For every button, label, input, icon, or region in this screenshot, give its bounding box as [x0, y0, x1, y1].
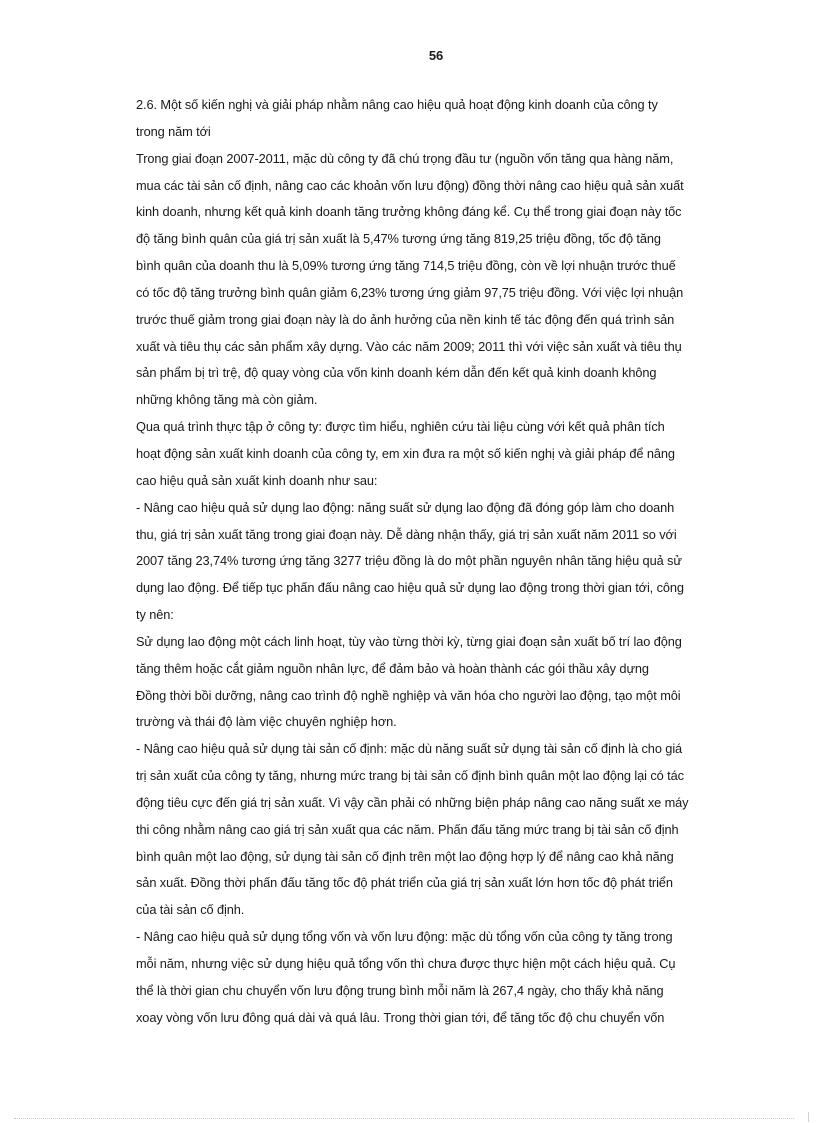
text-line: 2.6. Một số kiến nghị và giải pháp nhằm nâng cao hiệu quả hoạt động kinh doanh của công ty [136, 97, 658, 112]
text-line: - Nâng cao hiệu quả sử dụng tài sản cố định: mặc dù năng suất sử dụng tài sản cố định là cho giá [136, 741, 683, 757]
text-line: thi công nhằm nâng cao giá trị sản xuất qua các năm. Phấn đấu tăng mức trang bị tài sản cố định [136, 821, 679, 837]
text-line: thể là thời gian chu chuyển vốn lưu động trung bình mỗi năm là 267,4 ngày, cho thấy khả năng [136, 982, 664, 998]
text-line: bình quân của doanh thu là 5,09% tương ứng tăng 714,5 triệu đồng, còn về lợi nhuận trước thuế [136, 258, 676, 274]
text-line: trị sản xuất của công ty tăng, nhưng mức trang bị tài sản cố định bình quân một lao động lại có tác [136, 768, 684, 784]
text-line: của tài sản cố định. [136, 902, 245, 918]
text-line: dụng lao động. Để tiếp tục phấn đấu nâng cao hiệu quả sử dụng lao động trong thời gian tới, công [136, 580, 684, 596]
text-line: tăng thêm hoặc cắt giảm nguồn nhân lực, để đảm bảo và hoàn thành các gói thầu xây dựng [136, 660, 649, 676]
page-number: 56 [428, 48, 444, 63]
text-line: Sử dụng lao động một cách linh hoạt, tùy vào từng thời kỳ, từng giai đoạn sản xuất bố trí lao động [136, 633, 682, 649]
text-line: mua các tài sản cố định, nâng cao các khoản vốn lưu động) đồng thời nâng cao hiệu quả sản xuất [136, 177, 684, 193]
text-line: trường và thái độ làm việc chuyên nghiệp hơn. [136, 714, 397, 730]
text-line: ty nên: [136, 607, 174, 623]
text-line: - Nâng cao hiệu quả sử dụng lao động: năng suất sử dụng lao động đã đóng góp làm cho doanh [136, 499, 675, 515]
text-line: cao hiệu quả sản xuất kinh doanh như sau: [136, 472, 378, 488]
text-line: bình quân một lao động, sử dụng tài sản cố định trên một lao động hợp lý để nâng cao khả năng [136, 848, 674, 864]
text-line: xuất và tiêu thụ các sản phẩm xây dựng. Vào các năm 2009; 2011 thì với việc sản xuất và tiêu thụ [136, 338, 682, 354]
text-line: - Nâng cao hiệu quả sử dụng tổng vốn và vốn lưu động: mặc dù tổng vốn của công ty tăng trong [136, 929, 673, 945]
text-line: Trong giai đoạn 2007-2011, mặc dù công ty đã chú trọng đầu tư (nguồn vốn tăng qua hàng năm, [136, 150, 674, 166]
text-line: trong năm tới [136, 123, 211, 139]
text-line: mỗi năm, nhưng việc sử dụng hiệu quả tổng vốn thì chưa được thực hiện một cách hiệu quả. Cụ [136, 956, 676, 971]
text-line: những không tăng mà còn giảm. [136, 392, 318, 408]
body-text [136, 92, 744, 1032]
text-line: Đồng thời bồi dưỡng, nâng cao trình độ nghề nghiệp và văn hóa cho người lao động, tạo một môi [136, 687, 681, 703]
text-line: 2007 tăng 23,74% tương ứng tăng 3277 triệu đồng là do một phần nguyên nhân tăng hiệu quả sử [136, 553, 682, 569]
text-line: kinh doanh, nhưng kết quả kinh doanh tăng trưởng không đáng kể. Cụ thể trong giai đoạn này tốc [136, 204, 682, 220]
text-line: độ tăng bình quân của giá trị sản xuất là 5,47% tương ứng tăng 819,25 triệu đồng, tốc độ tăng [136, 231, 661, 247]
footer-divider [14, 1118, 794, 1119]
text-line: thu, giá trị sản xuất tăng trong giai đoạn này. Dễ dàng nhận thấy, giá trị sản xuất năm 2011 so với [136, 526, 677, 542]
footer-mark [808, 1112, 809, 1122]
text-line: có tốc độ tăng trưởng bình quân giảm 6,23% tương ứng giảm 97,75 triệu đồng. Với việc lợi nhuận [136, 284, 684, 300]
text-line: hoạt động sản xuất kinh doanh của công ty, em xin đưa ra một số kiến nghị và giải pháp để nâng [136, 445, 675, 461]
text-line: sản phẩm bị trì trệ, độ quay vòng của vốn kinh doanh kém dẫn đến kết quả kinh doanh không [136, 365, 657, 381]
text-line: xoay vòng vốn lưu đông quá dài và quá lâu. Trong thời gian tới, để tăng tốc độ chu chuyển vốn [136, 1009, 665, 1025]
text-line: trước thuế giảm trong giai đoạn này là do ảnh hưởng của nền kinh tế tác động đến quá trình sản [136, 311, 675, 327]
text-line: Qua quá trình thực tập ở công ty: được tìm hiểu, nghiên cứu tài liệu cùng với kết quả phân tích [136, 419, 665, 435]
text-line: động tiêu cực đến giá trị sản xuất. Vì vậy cần phải có những biện pháp nâng cao năng suất xe máy [136, 794, 689, 810]
text-line: sản xuất. Đồng thời phấn đấu tăng tốc độ phát triển của giá trị sản xuất lớn hơn tốc độ phát triển [136, 875, 673, 891]
